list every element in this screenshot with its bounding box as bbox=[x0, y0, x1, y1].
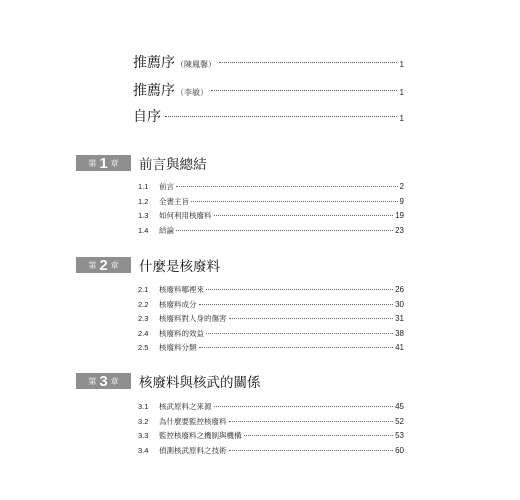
leader-dots bbox=[191, 201, 398, 202]
leader-dots bbox=[176, 186, 398, 187]
chapter-title: 前言與總結 bbox=[139, 157, 207, 173]
front-entry-subtitle: （陳鳳馨） bbox=[176, 60, 216, 69]
entry-title: 核武原料之來源 bbox=[159, 402, 212, 411]
entry-page: 19 bbox=[395, 211, 404, 220]
chapter-1 bbox=[76, 151, 406, 239]
entry-page: 23 bbox=[395, 225, 404, 235]
toc-entry bbox=[138, 299, 404, 314]
leader-dots bbox=[211, 90, 397, 91]
toc-entry bbox=[138, 445, 404, 460]
entry-title: 監控核廢料之機制與機構 bbox=[159, 431, 242, 440]
chapter-suffix: 章 bbox=[110, 260, 119, 270]
chapter-suffix: 章 bbox=[110, 158, 119, 168]
front-entry-subtitle: （李敏） bbox=[176, 88, 208, 97]
chapter-2 bbox=[76, 253, 406, 357]
toc-entry bbox=[138, 196, 404, 211]
entry-page: 41 bbox=[395, 343, 404, 352]
leader-dots bbox=[165, 116, 397, 117]
entry-number: 2.4 bbox=[138, 328, 149, 338]
chapter-suffix: 章 bbox=[110, 376, 119, 386]
entry-number: 2.2 bbox=[138, 299, 149, 309]
chapter-header bbox=[76, 369, 406, 393]
chapter-prefix: 第 bbox=[88, 376, 97, 386]
toc-entry bbox=[138, 313, 404, 328]
entry-title: 偵測核武原料之技術 bbox=[159, 445, 227, 455]
toc-entry bbox=[138, 210, 404, 225]
toc-entry bbox=[138, 401, 404, 416]
entry-number: 1.3 bbox=[138, 211, 149, 220]
leader-dots bbox=[176, 230, 393, 231]
front-entry-page: 1 bbox=[399, 88, 404, 97]
entry-number: 2.3 bbox=[138, 314, 149, 323]
chapter-3 bbox=[76, 369, 406, 459]
toc-entry bbox=[138, 181, 404, 196]
leader-dots bbox=[229, 421, 394, 422]
toc-entry bbox=[138, 430, 404, 445]
front-entry-title: 推薦序 bbox=[133, 83, 175, 99]
entry-title: 核廢料分類 bbox=[159, 343, 197, 352]
entry-title: 前言 bbox=[159, 182, 174, 191]
front-entry bbox=[133, 80, 404, 102]
leader-dots bbox=[214, 215, 394, 216]
front-entry bbox=[133, 106, 404, 128]
entry-title: 結論 bbox=[159, 225, 174, 235]
chapter-badge bbox=[76, 373, 131, 389]
entry-page: 52 bbox=[395, 416, 404, 426]
leader-dots bbox=[206, 289, 393, 290]
leader-dots bbox=[214, 406, 394, 407]
entry-number: 2.1 bbox=[138, 285, 149, 294]
leader-dots bbox=[244, 435, 394, 436]
entry-number: 3.2 bbox=[138, 416, 149, 426]
chapter-badge bbox=[76, 257, 131, 273]
chapter-number: 2 bbox=[99, 256, 108, 274]
entry-number: 3.4 bbox=[138, 445, 149, 455]
entry-title: 如何利用核廢料 bbox=[159, 211, 212, 220]
chapter-title: 核廢料與核武的關係 bbox=[139, 375, 261, 391]
chapter-entries bbox=[138, 181, 404, 239]
entry-page: 38 bbox=[395, 328, 404, 338]
entry-title: 核廢料的效益 bbox=[159, 328, 204, 338]
chapter-number: 3 bbox=[99, 372, 108, 390]
entry-page: 9 bbox=[399, 196, 404, 206]
entry-page: 31 bbox=[395, 314, 404, 323]
entry-page: 45 bbox=[395, 402, 404, 411]
chapter-entries bbox=[138, 401, 404, 459]
entry-title: 核廢料成分 bbox=[159, 299, 197, 309]
chapter-prefix: 第 bbox=[88, 260, 97, 270]
front-entry-title: 自序 bbox=[133, 109, 161, 125]
entry-number: 2.5 bbox=[138, 343, 149, 352]
front-entry-page: 1 bbox=[399, 114, 404, 123]
entry-page: 60 bbox=[395, 445, 404, 455]
entry-number: 1.2 bbox=[138, 196, 149, 206]
leader-dots bbox=[199, 347, 394, 348]
chapter-number: 1 bbox=[99, 154, 108, 172]
entry-title: 核廢料對人身的傷害 bbox=[159, 314, 227, 323]
entry-page: 53 bbox=[395, 431, 404, 440]
entry-page: 26 bbox=[395, 285, 404, 294]
chapter-prefix: 第 bbox=[88, 158, 97, 168]
front-entry bbox=[133, 52, 404, 74]
entry-title: 為什麼要監控核廢料 bbox=[159, 416, 227, 426]
toc-entry bbox=[138, 342, 404, 357]
toc-entry bbox=[138, 416, 404, 431]
chapter-header bbox=[76, 253, 406, 277]
toc-entry bbox=[138, 328, 404, 343]
entry-title: 核廢料哪裡來 bbox=[159, 285, 204, 294]
entry-page: 30 bbox=[395, 299, 404, 309]
entry-number: 1.4 bbox=[138, 225, 149, 235]
leader-dots bbox=[219, 62, 397, 63]
front-entry-title: 推薦序 bbox=[133, 55, 175, 71]
entry-number: 1.1 bbox=[138, 182, 149, 191]
leader-dots bbox=[229, 450, 394, 451]
entry-number: 3.1 bbox=[138, 402, 149, 411]
chapter-title: 什麼是核廢料 bbox=[139, 259, 220, 275]
chapter-entries bbox=[138, 284, 404, 357]
entry-number: 3.3 bbox=[138, 431, 149, 440]
toc-entry bbox=[138, 284, 404, 299]
toc-entry bbox=[138, 225, 404, 240]
leader-dots bbox=[229, 318, 394, 319]
chapter-header bbox=[76, 151, 406, 175]
front-entry-page: 1 bbox=[399, 60, 404, 69]
chapter-badge bbox=[76, 155, 131, 171]
entry-title: 全書主旨 bbox=[159, 196, 189, 206]
leader-dots bbox=[199, 304, 394, 305]
entry-page: 2 bbox=[399, 182, 404, 191]
leader-dots bbox=[206, 333, 393, 334]
